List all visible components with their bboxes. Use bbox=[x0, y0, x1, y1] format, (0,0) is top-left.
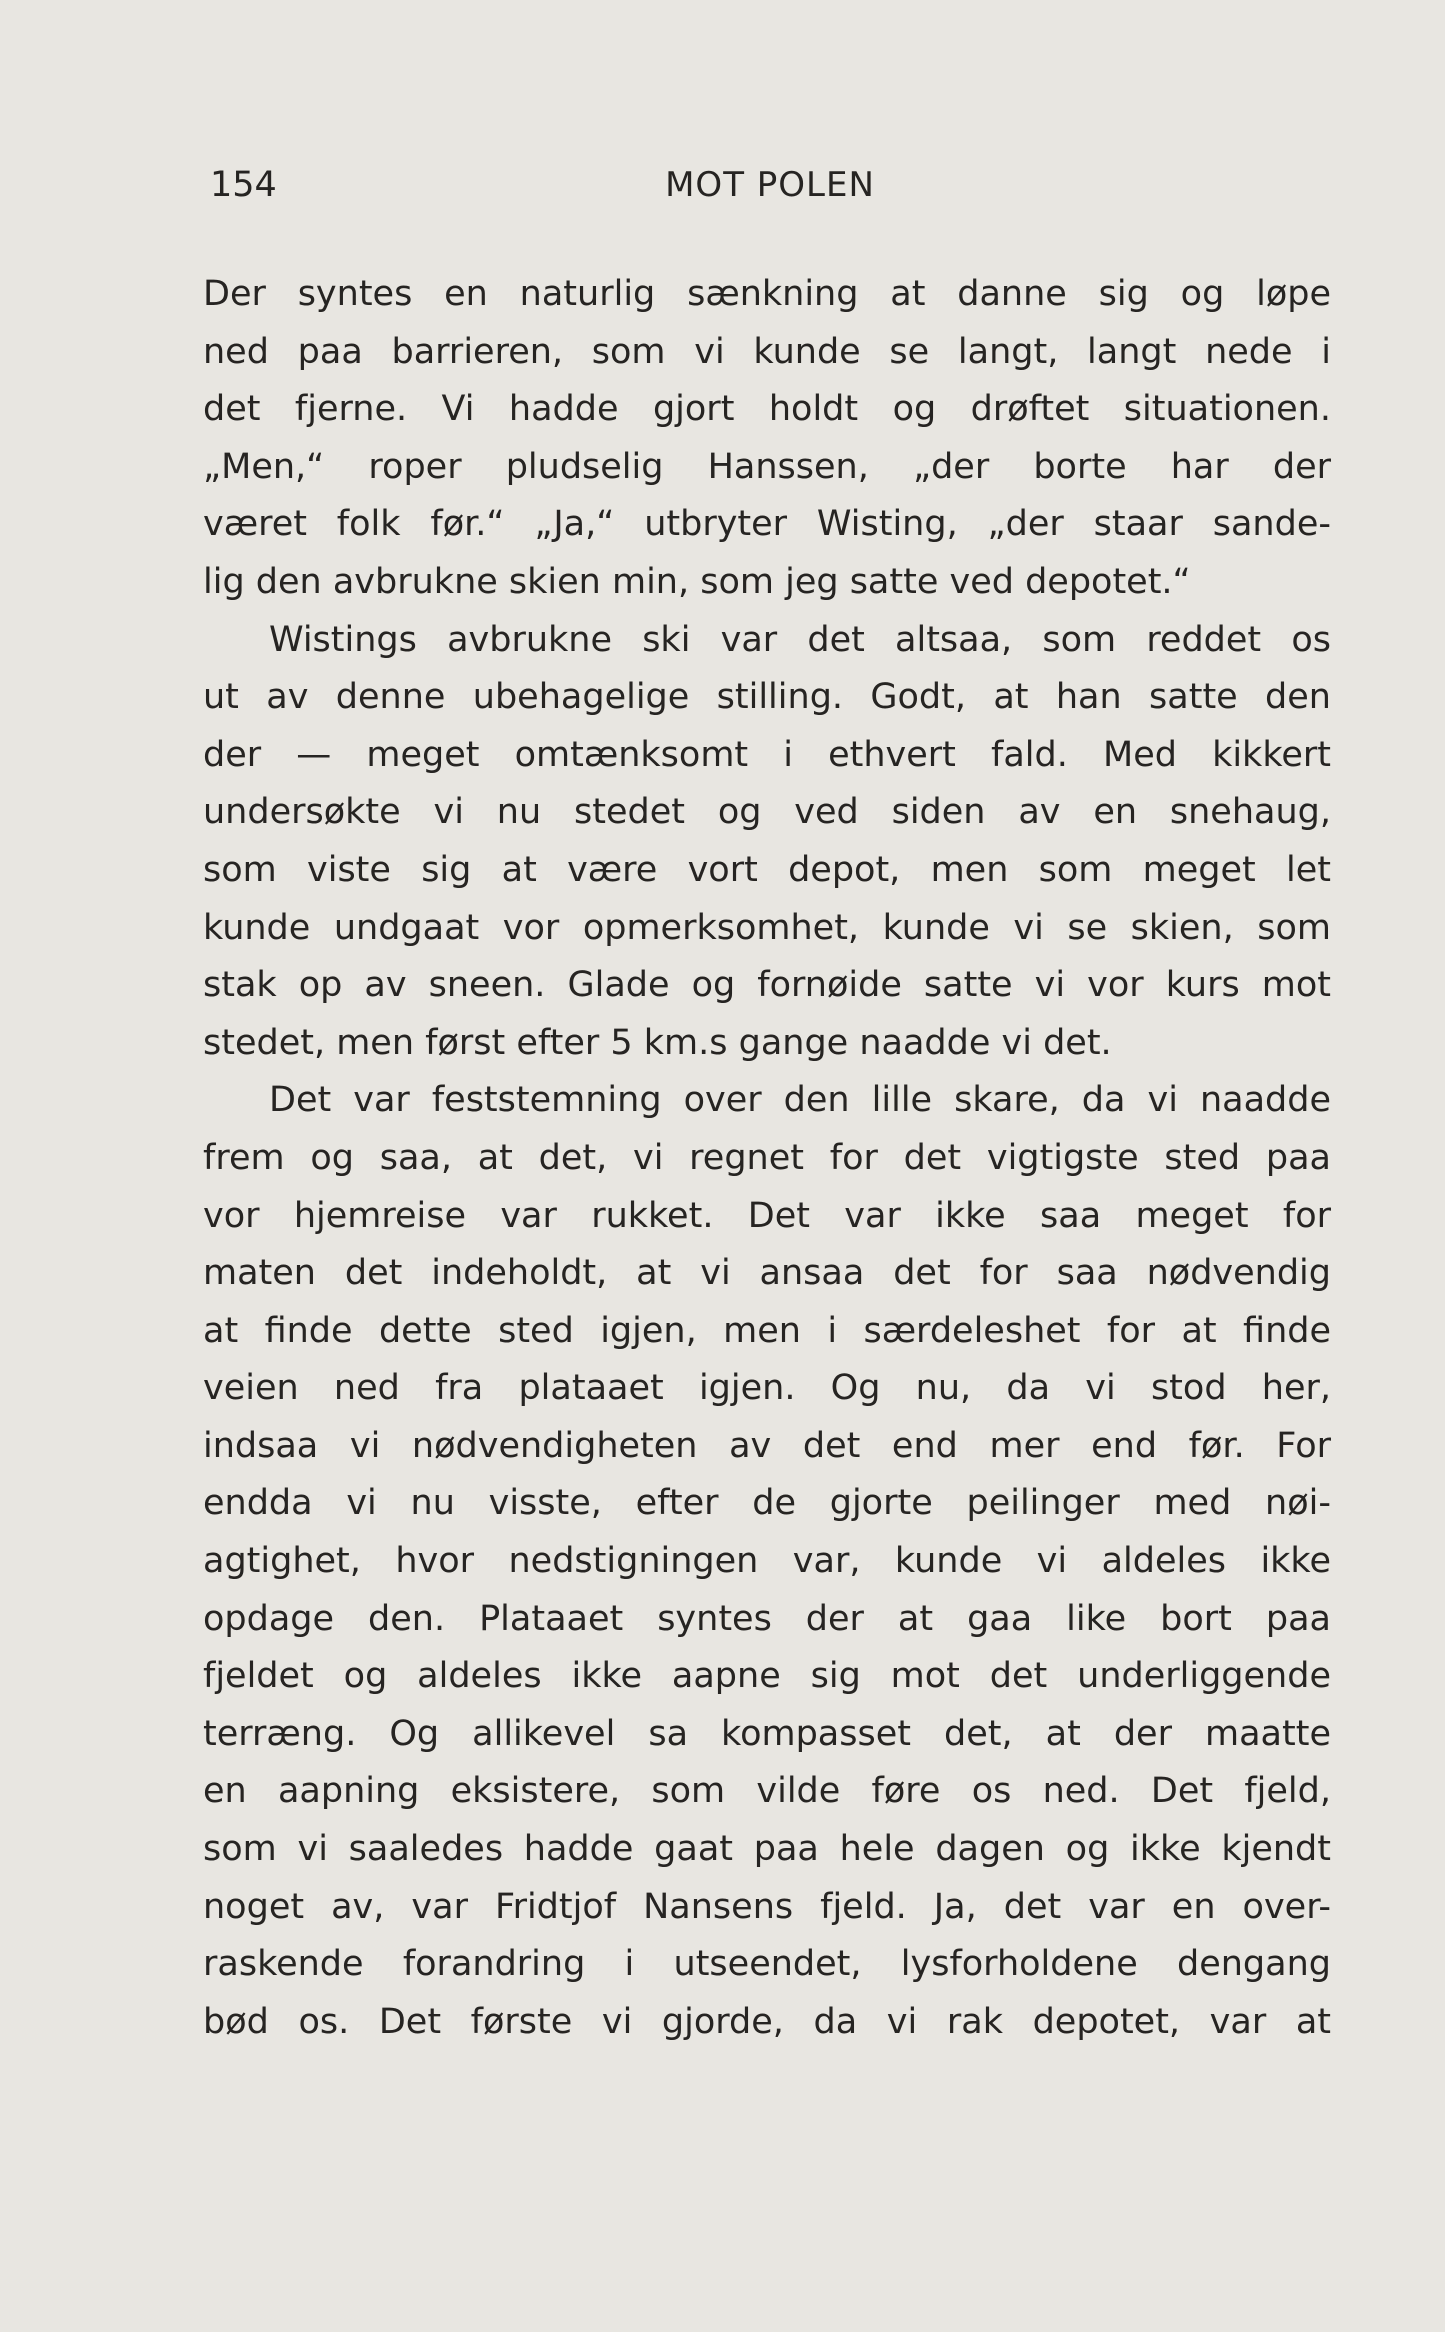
text-line: lig den avbrukne skien min, som jeg satte ved depotet.“ bbox=[203, 561, 1191, 602]
text-line: fjeldet og aldeles ikke aapne sig mot det underliggende bbox=[203, 1656, 1331, 1697]
text-line: Der syntes en naturlig sænkning at danne sig og løpe bbox=[203, 274, 1331, 314]
text-line: stak op av sneen. Glade og fornøide satte vi vor kurs mot bbox=[203, 965, 1331, 1006]
text-line: endda vi nu visste, efter de gjorte peilinger med nøi- bbox=[203, 1483, 1331, 1524]
text-line: raskende forandring i utseendet, lysforholdene dengang bbox=[203, 1944, 1331, 1985]
text-line: undersøkte vi nu stedet og ved siden av en snehaug, bbox=[203, 792, 1331, 833]
text-line: stedet, men først efter 5 km.s gange naadde vi det. bbox=[203, 1022, 1112, 1063]
text-line: opdage den. Plataaet syntes der at gaa like bort paa bbox=[203, 1598, 1331, 1639]
text-line: det fjerne. Vi hadde gjort holdt og drøftet situationen. bbox=[203, 389, 1331, 430]
body-text bbox=[203, 266, 1331, 2051]
text-line: terræng. Og allikevel sa kompasset det, at der maatte bbox=[203, 1713, 1331, 1754]
text-line: agtighet, hvor nedstigningen var, kunde vi aldeles ikke bbox=[203, 1541, 1331, 1582]
text-line: noget av, var Fridtjof Nansens fjeld. Ja, det var en over- bbox=[203, 1886, 1331, 1927]
text-line: maten det indeholdt, at vi ansaa det for saa nødvendig bbox=[203, 1253, 1331, 1294]
text-line: at finde dette sted igjen, men i særdeleshet for at finde bbox=[203, 1310, 1331, 1351]
text-line: som vi saaledes hadde gaat paa hele dagen og ikke kjendt bbox=[203, 1829, 1331, 1870]
text-line: „Men,“ roper pludselig Hanssen, „der borte har der bbox=[203, 446, 1331, 487]
text-line: ut av denne ubehagelige stilling. Godt, at han satte den bbox=[203, 677, 1331, 718]
text-line: Det var feststemning over den lille skare, da vi naadde bbox=[269, 1080, 1331, 1121]
text-line: indsaa vi nødvendigheten av det end mer end før. For bbox=[203, 1425, 1331, 1466]
text-line: været folk før.“ „Ja,“ utbryter Wisting, „der staar sande- bbox=[203, 504, 1331, 545]
text-line: Wistings avbrukne ski var det altsaa, som reddet os bbox=[269, 619, 1331, 660]
text-line: vor hjemreise var rukket. Det var ikke saa meget for bbox=[203, 1195, 1331, 1236]
text-line: frem og saa, at det, vi regnet for det vigtigste sted paa bbox=[203, 1137, 1331, 1178]
text-line: veien ned fra plataaet igjen. Og nu, da vi stod her, bbox=[203, 1368, 1331, 1409]
running-head bbox=[210, 160, 1330, 210]
text-line: der — meget omtænksomt i ethvert fald. Med kikkert bbox=[203, 734, 1331, 775]
text-line: som viste sig at være vort depot, men som meget let bbox=[203, 849, 1331, 890]
running-title: MOT POLEN bbox=[665, 165, 875, 205]
text-line: ned paa barrieren, som vi kunde se langt, langt nede i bbox=[203, 331, 1331, 372]
page-number: 154 bbox=[210, 165, 277, 205]
text-line: bød os. Det første vi gjorde, da vi rak depotet, var at bbox=[203, 2001, 1331, 2042]
text-line: en aapning eksistere, som vilde føre os ned. Det fjeld, bbox=[203, 1771, 1331, 1812]
text-line: kunde undgaat vor opmerksomhet, kunde vi se skien, som bbox=[203, 907, 1331, 948]
